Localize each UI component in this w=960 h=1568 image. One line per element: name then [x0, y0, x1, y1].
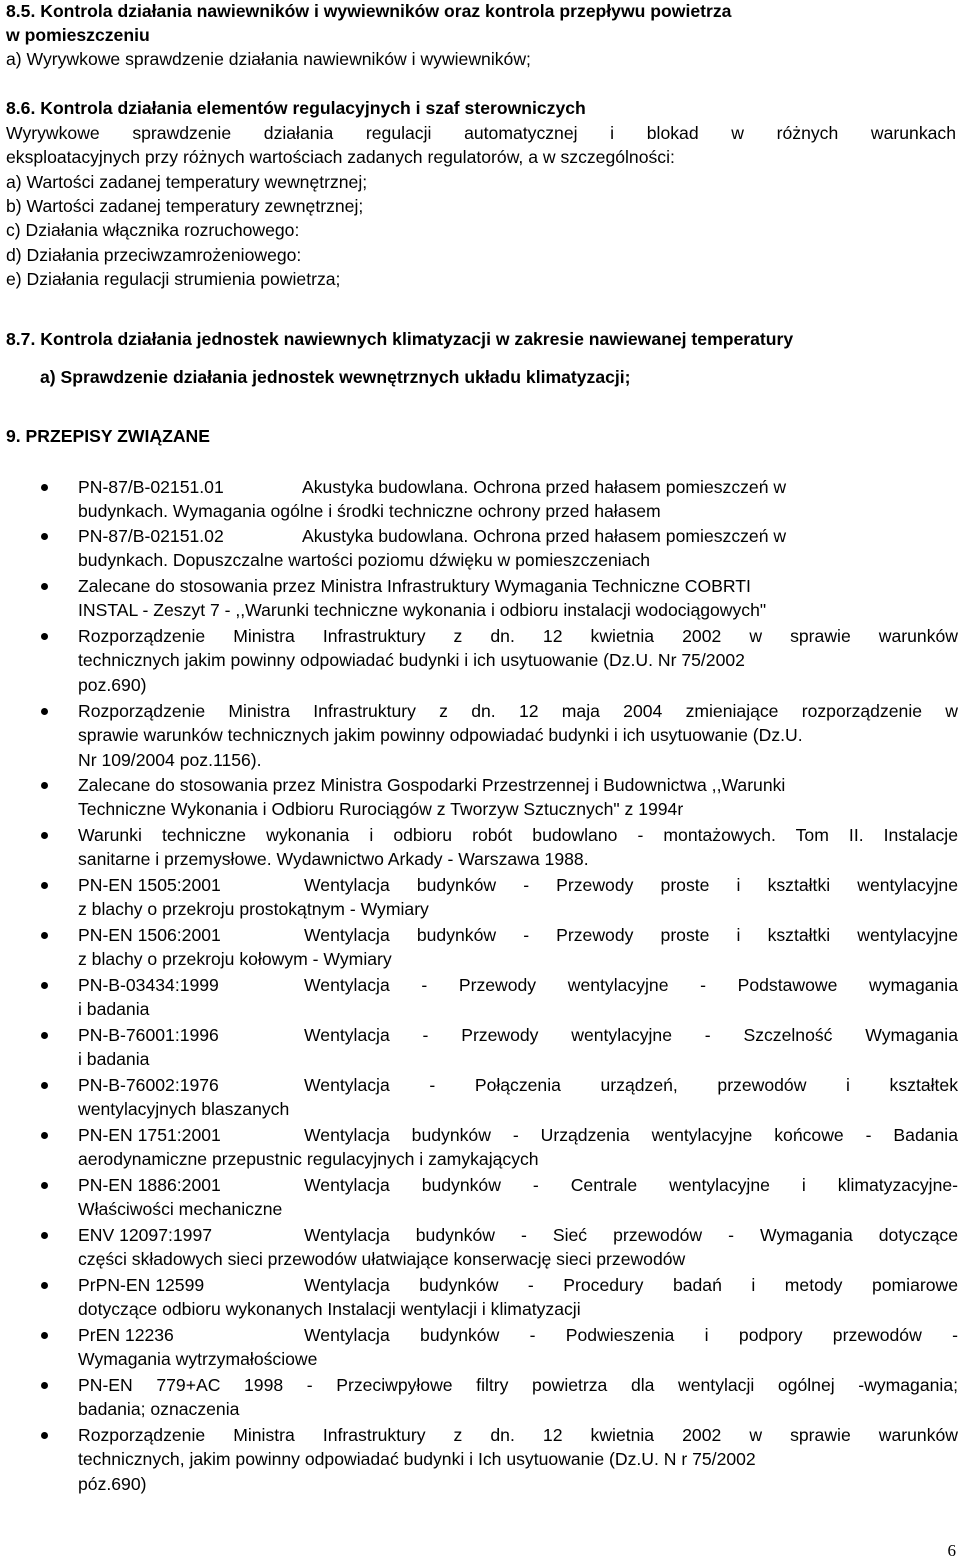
reference-code: PN-EN 1505:2001	[78, 875, 221, 895]
bullet-icon	[41, 1432, 48, 1439]
reference-line: Rozporządzenie Ministra Infrastruktury z dn. 12 kwietnia 2002 w sprawie warunków	[78, 626, 958, 646]
section-8-5-item-a: a) Wyrywkowe sprawdzenie działania nawiewników i wywiewników;	[6, 49, 531, 69]
section-8-6-heading: 8.6. Kontrola działania elementów regulacyjnych i szaf sterowniczych	[6, 98, 586, 118]
reference-line: Warunki techniczne wykonania i odbioru robót budowlano - montażowych. Tom II. Instalacje	[78, 825, 958, 845]
reference-line	[78, 1274, 958, 1296]
bullet-icon	[41, 1132, 48, 1139]
bullet-icon	[41, 832, 48, 839]
reference-code: PN-B-03434:1999	[78, 975, 219, 995]
bullet-icon	[41, 484, 48, 491]
reference-title: Wentylacja budynków - Centrale wentylacyjne i klimatyzacyjne-	[304, 1175, 958, 1195]
reference-line: Rozporządzenie Ministra Infrastruktury z dn. 12 kwietnia 2002 w sprawie warunków	[78, 1425, 958, 1445]
reference-title: Wentylacja budynków - Procedury badań i metody pomiarowe	[304, 1275, 958, 1295]
reference-line: i badania	[78, 999, 150, 1019]
section-8-5-heading-cont: w pomieszczeniu	[6, 25, 150, 45]
reference-line: z blachy o przekroju prostokątnym - Wymiary	[78, 899, 429, 919]
bullet-icon	[41, 882, 48, 889]
reference-line: sprawie warunków technicznych jakim powinny odpowiadać budynki i ich usytuowanie (Dz.U.	[78, 725, 803, 745]
reference-line: dotyczące odbioru wykonanych Instalacji wentylacji i klimatyzacji	[78, 1299, 581, 1319]
reference-line: technicznych, jakim powinny odpowiadać budynki i Ich usytuowanie (Dz.U. N r 75/2002	[78, 1449, 756, 1469]
section-8-6-item: d) Działania przeciwzamrożeniowego:	[6, 245, 302, 265]
reference-line: Wymagania wytrzymałościowe	[78, 1349, 318, 1369]
reference-line	[78, 525, 958, 547]
bullet-icon	[41, 1282, 48, 1289]
section-8-6-item: b) Wartości zadanej temperatury zewnętrznej;	[6, 196, 364, 216]
reference-title: Wentylacja budynków - Przewody proste i kształtki wentylacyjne	[304, 925, 958, 945]
reference-title: Wentylacja budynków - Sieć przewodów - Wymagania dotyczące	[304, 1225, 958, 1245]
reference-line: Właściwości mechaniczne	[78, 1199, 283, 1219]
bullet-icon	[41, 583, 48, 590]
reference-line: poz.690)	[78, 675, 147, 695]
reference-code: PN-87/B-02151.01	[78, 477, 224, 497]
reference-code: PN-87/B-02151.02	[78, 526, 224, 546]
section-8-6-intro-line2: eksploatacyjnych przy różnych wartościach zadanych regulatorów, a w szczególności:	[6, 147, 675, 167]
heading-text: 8.5. Kontrola działania nawiewników i wywiewników oraz kontrola przepływu powietrza	[6, 1, 732, 21]
reference-line: Zalecane do stosowania przez Ministra Gospodarki Przestrzennej i Budownictwa ,,Warunki	[78, 775, 786, 795]
reference-code: PN-EN 1751:2001	[78, 1125, 221, 1145]
section-8-7-heading: 8.7. Kontrola działania jednostek nawiewnych klimatyzacji w zakresie nawiewanej temperatury	[6, 329, 794, 349]
section-8-6-intro-line1: Wyrywkowe sprawdzenie działania regulacji automatycznej i blokad w różnych warunkach	[6, 123, 956, 143]
reference-title: Wentylacja budynków - Przewody proste i kształtki wentylacyjne	[304, 875, 958, 895]
bullet-icon	[41, 1032, 48, 1039]
section-8-6-item: c) Działania włącznika rozruchowego:	[6, 220, 300, 240]
reference-title: Wentylacja - Przewody wentylacyjne - Szczelność Wymagania	[304, 1025, 958, 1045]
reference-line: póz.690)	[78, 1474, 147, 1494]
reference-code: PrEN 12236	[78, 1325, 174, 1345]
bullet-icon	[41, 1332, 48, 1339]
bullet-icon	[41, 708, 48, 715]
reference-line	[78, 874, 958, 896]
reference-title: Akustyka budowlana. Ochrona przed hałasem pomieszczeń w	[302, 477, 787, 497]
reference-line	[78, 974, 958, 996]
reference-line	[78, 1074, 958, 1096]
reference-line	[78, 924, 958, 946]
reference-line: części składowych sieci przewodów ułatwiające konserwację sieci przewodów	[78, 1249, 686, 1269]
bullet-icon	[41, 1182, 48, 1189]
section-9-heading: 9. PRZEPISY ZWIĄZANE	[6, 426, 210, 446]
reference-line	[78, 1174, 958, 1196]
reference-line	[78, 1324, 958, 1346]
reference-line: wentylacyjnych blaszanych	[78, 1099, 290, 1119]
bullet-icon	[41, 782, 48, 789]
reference-code: PN-B-76001:1996	[78, 1025, 219, 1045]
reference-title: Wentylacja budynków - Podwieszenia i podpory przewodów -	[304, 1325, 958, 1345]
reference-line: Techniczne Wykonania i Odbioru Rurociągów z Tworzyw Sztucznych" z 1994r	[78, 799, 684, 819]
reference-line: budynkach. Wymagania ogólne i środki techniczne ochrony przed hałasem	[78, 501, 661, 521]
bullet-icon	[41, 633, 48, 640]
reference-line: INSTAL - Zeszyt 7 - ,,Warunki techniczne wykonania i odbioru instalacji wodociągowych"	[78, 600, 767, 620]
reference-line	[78, 1024, 958, 1046]
reference-line: sanitarne i przemysłowe. Wydawnictwo Arkady - Warszawa 1988.	[78, 849, 589, 869]
reference-line: Rozporządzenie Ministra Infrastruktury z dn. 12 maja 2004 zmieniające rozporządzenie w	[78, 701, 958, 721]
reference-line: Zalecane do stosowania przez Ministra Infrastruktury Wymagania Techniczne COBRTI	[78, 576, 751, 596]
reference-line: aerodynamiczne przepustnic regulacyjnych i zamykających	[78, 1149, 539, 1169]
section-8-5-heading	[6, 0, 958, 22]
bullet-icon	[41, 1382, 48, 1389]
page-number: 6	[947, 1541, 956, 1560]
bullet-icon	[41, 1232, 48, 1239]
bullet-icon	[41, 982, 48, 989]
reference-code: PN-EN 1886:2001	[78, 1175, 221, 1195]
bullet-icon	[41, 932, 48, 939]
section-8-6-item: a) Wartości zadanej temperatury wewnętrznej;	[6, 172, 368, 192]
reference-title: Wentylacja budynków - Urządzenia wentylacyjne końcowe - Badania	[304, 1125, 958, 1145]
reference-line: budynkach. Dopuszczalne wartości poziomu dźwięku w pomieszczeniach	[78, 550, 651, 570]
reference-code: ENV 12097:1997	[78, 1225, 213, 1245]
section-8-7-item-a: a) Sprawdzenie działania jednostek wewnętrznych układu klimatyzacji;	[40, 367, 631, 387]
bullet-icon	[41, 533, 48, 540]
reference-code: PrPN-EN 12599	[78, 1275, 205, 1295]
reference-title: Wentylacja - Przewody wentylacyjne - Podstawowe wymagania	[304, 975, 958, 995]
bullet-icon	[41, 1082, 48, 1089]
reference-line	[78, 476, 958, 498]
reference-line	[78, 1224, 958, 1246]
reference-code: PN-B-76002:1976	[78, 1075, 219, 1095]
reference-line: PN-EN 779+AC 1998 - Przeciwpyłowe filtry powietrza dla wentylacji ogólnej -wymagania;	[78, 1375, 958, 1395]
reference-code: PN-EN 1506:2001	[78, 925, 221, 945]
reference-line: badania; oznaczenia	[78, 1399, 240, 1419]
reference-line: i badania	[78, 1049, 150, 1069]
reference-title: Akustyka budowlana. Ochrona przed hałasem pomieszczeń w	[302, 526, 787, 546]
reference-line: z blachy o przekroju kołowym - Wymiary	[78, 949, 392, 969]
reference-line: Nr 109/2004 poz.1156).	[78, 750, 262, 770]
reference-line	[78, 1124, 958, 1146]
reference-title: Wentylacja - Połączenia urządzeń, przewodów i kształtek	[304, 1075, 958, 1095]
section-8-6-item: e) Działania regulacji strumienia powietrza;	[6, 269, 341, 289]
reference-line: technicznych jakim powinny odpowiadać budynki i ich usytuowanie (Dz.U. Nr 75/2002	[78, 650, 745, 670]
